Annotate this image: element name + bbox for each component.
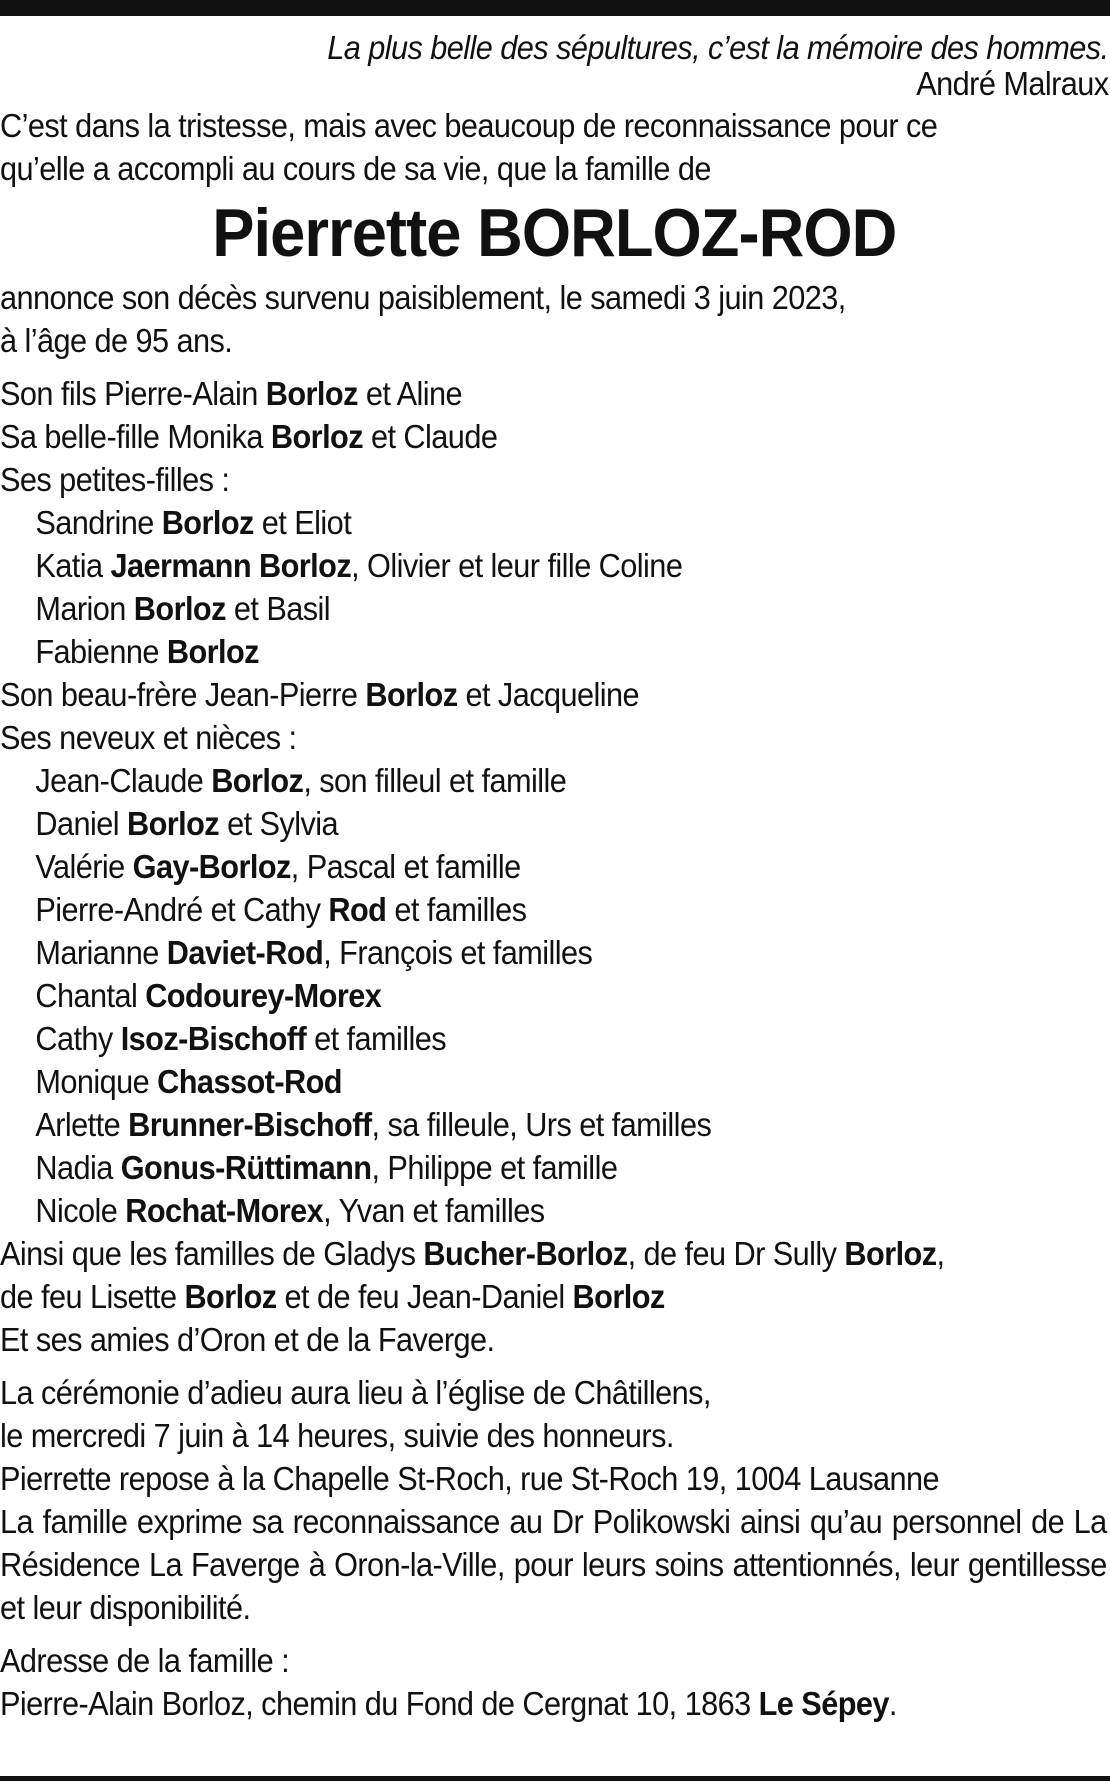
other-families: de feu Lisette Borloz et de feu Jean-Daniel Borloz: [0, 1278, 665, 1315]
intro-line: C’est dans la tristesse, mais avec beaucoup de reconnaissance pour ce: [0, 107, 938, 144]
family-address: [0, 1639, 1030, 1725]
other-families: Ainsi que les familles de Gladys Bucher-Borloz, de feu Dr Sully Borloz,: [0, 1235, 945, 1272]
nephews-heading: Ses neveux et nièces :: [0, 719, 297, 756]
granddaughter: Fabienne Borloz: [35, 633, 259, 670]
granddaughter: Marion Borloz et Basil: [35, 590, 331, 627]
nephew: Monique Chassot-Rod: [35, 1063, 342, 1100]
intro-paragraph: [0, 104, 1030, 190]
ceremony-line: le mercredi 7 juin à 14 heures, suivie des honneurs.: [0, 1417, 674, 1454]
ceremony-line: Pierrette repose à la Chapelle St-Roch, rue St-Roch 19, 1004 Lausanne: [0, 1460, 940, 1497]
obituary-notice: [0, 29, 1109, 1725]
announcement-line: à l’âge de 95 ans.: [0, 322, 233, 359]
granddaughter: Katia Jaermann Borloz, Olivier et leur fille Coline: [35, 547, 683, 584]
announcement: [0, 276, 1030, 362]
thanks-paragraph: La famille exprime sa reconnaissance au Dr Polikowski ainsi qu’au personnel de La Résidence La Faverge à Oron-la-Ville, pour leurs soins attentionnés, leur gentillesse et leur disponibilité.: [0, 1503, 1107, 1626]
ceremony-info: [0, 1371, 1107, 1629]
deceased-name: Pierrette BORLOZ-ROD: [212, 195, 897, 271]
nephew: Pierre-André et Cathy Rod et familles: [35, 891, 527, 928]
address-heading: Adresse de la famille :: [0, 1642, 290, 1679]
top-rule: [0, 0, 1110, 16]
epigraph: [0, 30, 1109, 102]
family-member: Son beau-frère Jean-Pierre Borloz et Jacqueline: [0, 676, 640, 713]
family-member: Sa belle-fille Monika Borloz et Claude: [0, 418, 498, 455]
granddaughters-heading: Ses petites-filles :: [0, 461, 230, 498]
nephew: Jean-Claude Borloz, son filleul et famille: [35, 762, 567, 799]
announcement-line: annonce son décès survenu paisiblement, le samedi 3 juin 2023,: [0, 279, 846, 316]
family-member: Son fils Pierre-Alain Borloz et Aline: [0, 375, 463, 412]
address-line: Pierre-Alain Borloz, chemin du Fond de Cergnat 10, 1863 Le Sépey.: [0, 1685, 897, 1722]
friends-line: Et ses amies d’Oron et de la Faverge.: [0, 1321, 495, 1358]
nephew: Valérie Gay-Borloz, Pascal et famille: [35, 848, 521, 885]
nephew: Cathy Isoz-Bischoff et familles: [35, 1020, 447, 1057]
ceremony-line: La cérémonie d’adieu aura lieu à l’église de Châtillens,: [0, 1374, 711, 1411]
nephew: Nadia Gonus-Rüttimann, Philippe et famille: [35, 1149, 618, 1186]
nephew: Nicole Rochat-Morex, Yvan et familles: [35, 1192, 545, 1229]
intro-line: qu’elle a accompli au cours de sa vie, que la famille de: [0, 150, 711, 187]
family-list: [0, 372, 1030, 1361]
nephew: Chantal Codourey-Morex: [35, 977, 382, 1014]
nephew: Arlette Brunner-Bischoff, sa filleule, Urs et familles: [35, 1106, 712, 1143]
bottom-rule: [0, 1776, 1110, 1781]
epigraph-author: André Malraux: [916, 65, 1109, 102]
nephew: Marianne Daviet-Rod, François et familles: [35, 934, 593, 971]
granddaughter: Sandrine Borloz et Eliot: [35, 504, 352, 541]
epigraph-quote: La plus belle des sépultures, c’est la mémoire des hommes.: [327, 29, 1109, 66]
nephew: Daniel Borloz et Sylvia: [35, 805, 339, 842]
